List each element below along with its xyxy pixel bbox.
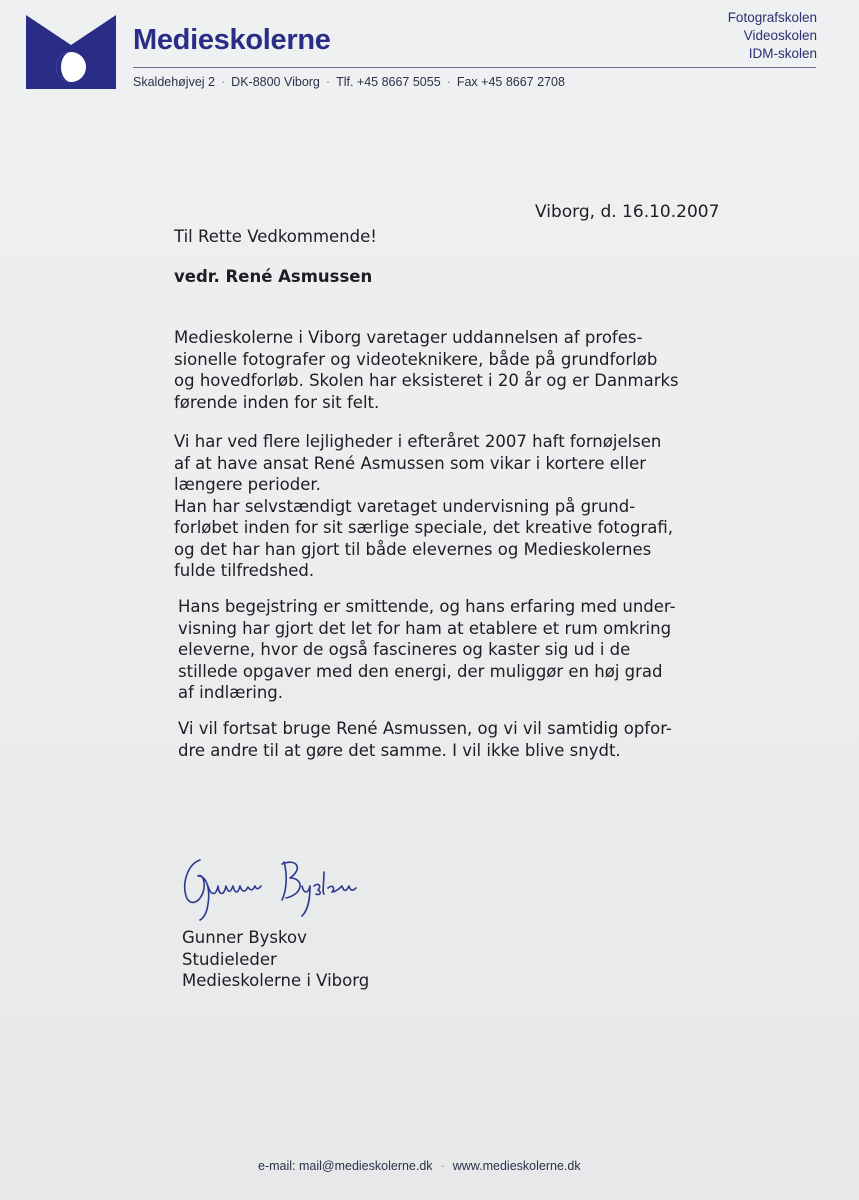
salutation: Til Rette Vedkommende! bbox=[174, 227, 377, 246]
text-line: visning har gjort det let for ham at etablere et rum omkring bbox=[178, 618, 672, 638]
medieskolerne-logo bbox=[26, 15, 116, 89]
text-line: eleverne, hvor de også fascineres og kaster sig ud i de bbox=[178, 640, 631, 659]
paragraph-1 bbox=[174, 327, 764, 413]
paragraph-2 bbox=[174, 431, 764, 582]
text-line: forløbet inden for sit særlige speciale, det kreative fotografi, bbox=[174, 518, 674, 537]
text-line: Medieskolerne i Viborg varetager uddannelsen af profes- bbox=[174, 328, 643, 347]
school-videoskolen: Videoskolen bbox=[743, 28, 817, 43]
handwritten-signature bbox=[178, 852, 378, 922]
sender-organization: Medieskolerne i Viborg bbox=[182, 971, 370, 990]
text-line: Vi har ved flere lejligheder i efteråret 2007 haft fornøjelsen bbox=[174, 432, 662, 451]
address-street: Skaldehøjvej 2 bbox=[133, 75, 215, 89]
address-separator: · bbox=[325, 75, 331, 89]
text-line: længere perioder. bbox=[174, 475, 321, 494]
school-list bbox=[728, 9, 817, 63]
text-line: af indlæring. bbox=[178, 683, 284, 702]
address-fax: Fax +45 8667 2708 bbox=[456, 75, 565, 89]
text-line: sionelle fotografer og videoteknikere, både på grundforløb bbox=[174, 349, 658, 369]
sender-block bbox=[182, 927, 369, 992]
text-line: Vi vil fortsat bruge René Asmussen, og vi vil samtidig opfor- bbox=[178, 719, 672, 738]
text-line: stillede opgaver med den energi, der muliggør en høj grad bbox=[178, 661, 663, 681]
sender-title: Studieleder bbox=[182, 949, 277, 969]
address-line bbox=[133, 75, 565, 89]
letter-date: Viborg, d. 16.10.2007 bbox=[535, 202, 720, 222]
footer-email: e-mail: mail@medieskolerne.dk bbox=[258, 1159, 433, 1173]
address-city: DK-8800 Viborg bbox=[231, 75, 320, 89]
text-line: og det har han gjort til både elevernes og Medieskolernes bbox=[174, 539, 652, 559]
header-divider bbox=[133, 67, 816, 68]
paragraph-3 bbox=[178, 596, 768, 704]
brand-name: Medieskolerne bbox=[133, 24, 331, 56]
school-fotografskolen: Fotografskolen bbox=[727, 10, 817, 25]
footer bbox=[258, 1159, 581, 1173]
text-line: af at have ansat René Asmussen som vikar i kortere eller bbox=[174, 453, 647, 473]
sender-name: Gunner Byskov bbox=[182, 928, 307, 947]
signature-text: Gunner Byskov bbox=[178, 852, 186, 853]
school-idm-skolen: IDM-skolen bbox=[748, 46, 817, 61]
text-line: fulde tilfredshed. bbox=[174, 561, 315, 580]
text-line: Han har selvstændigt varetaget undervisning på grund- bbox=[174, 496, 636, 516]
footer-website: www.medieskolerne.dk bbox=[452, 1159, 581, 1173]
paragraph-4 bbox=[178, 718, 768, 761]
address-phone: Tlf. +45 8667 5055 bbox=[336, 75, 441, 89]
address-separator: · bbox=[446, 75, 451, 89]
text-line: og hovedforløb. Skolen har eksisteret i 20 år og er Danmarks bbox=[174, 371, 679, 390]
text-line: Hans begejstring er smittende, og hans erfaring med under- bbox=[178, 597, 676, 616]
footer-separator: · bbox=[440, 1159, 445, 1173]
text-line: førende inden for sit felt. bbox=[174, 392, 380, 412]
address-separator: · bbox=[221, 75, 226, 89]
subject-line: vedr. René Asmussen bbox=[174, 267, 373, 286]
text-line: dre andre til at gøre det samme. I vil ikke blive snydt. bbox=[178, 740, 621, 760]
